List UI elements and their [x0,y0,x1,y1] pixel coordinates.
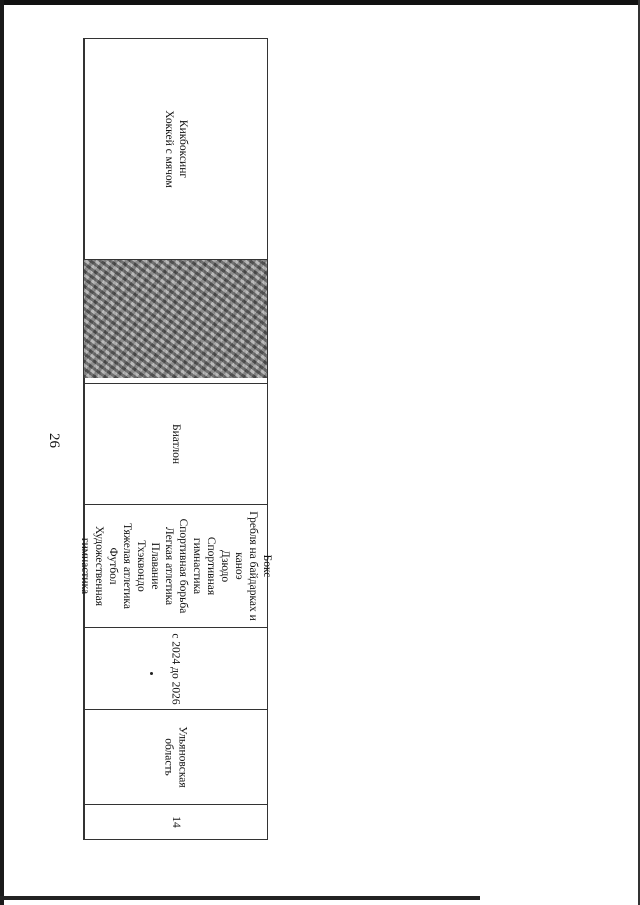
cell-other-sports: Кикбоксинг Хоккей с мячом [162,110,189,188]
cell-region: Ульяновская область [162,726,189,788]
cell-number: 14 [169,816,182,828]
page-number: 26 [46,433,62,448]
cell-period: с 2024 до 2026 [169,632,182,705]
scan-border-bottom [0,896,480,900]
sports-table [78,38,273,840]
cell-winter-sport: Биатлон [169,424,182,464]
cell-sports-list: Бокс Гребля на байдарках и каноэ Дзюдо Спортивная гимнастика Спортивная борьба Легкая атлетика Плавание Тхэквондо Тяжелая атлетика Футбол Художественная гимнастика [78,511,273,621]
redacted-scan-area [84,260,267,378]
scan-border-left [0,0,4,905]
scan-border-top [0,0,640,5]
